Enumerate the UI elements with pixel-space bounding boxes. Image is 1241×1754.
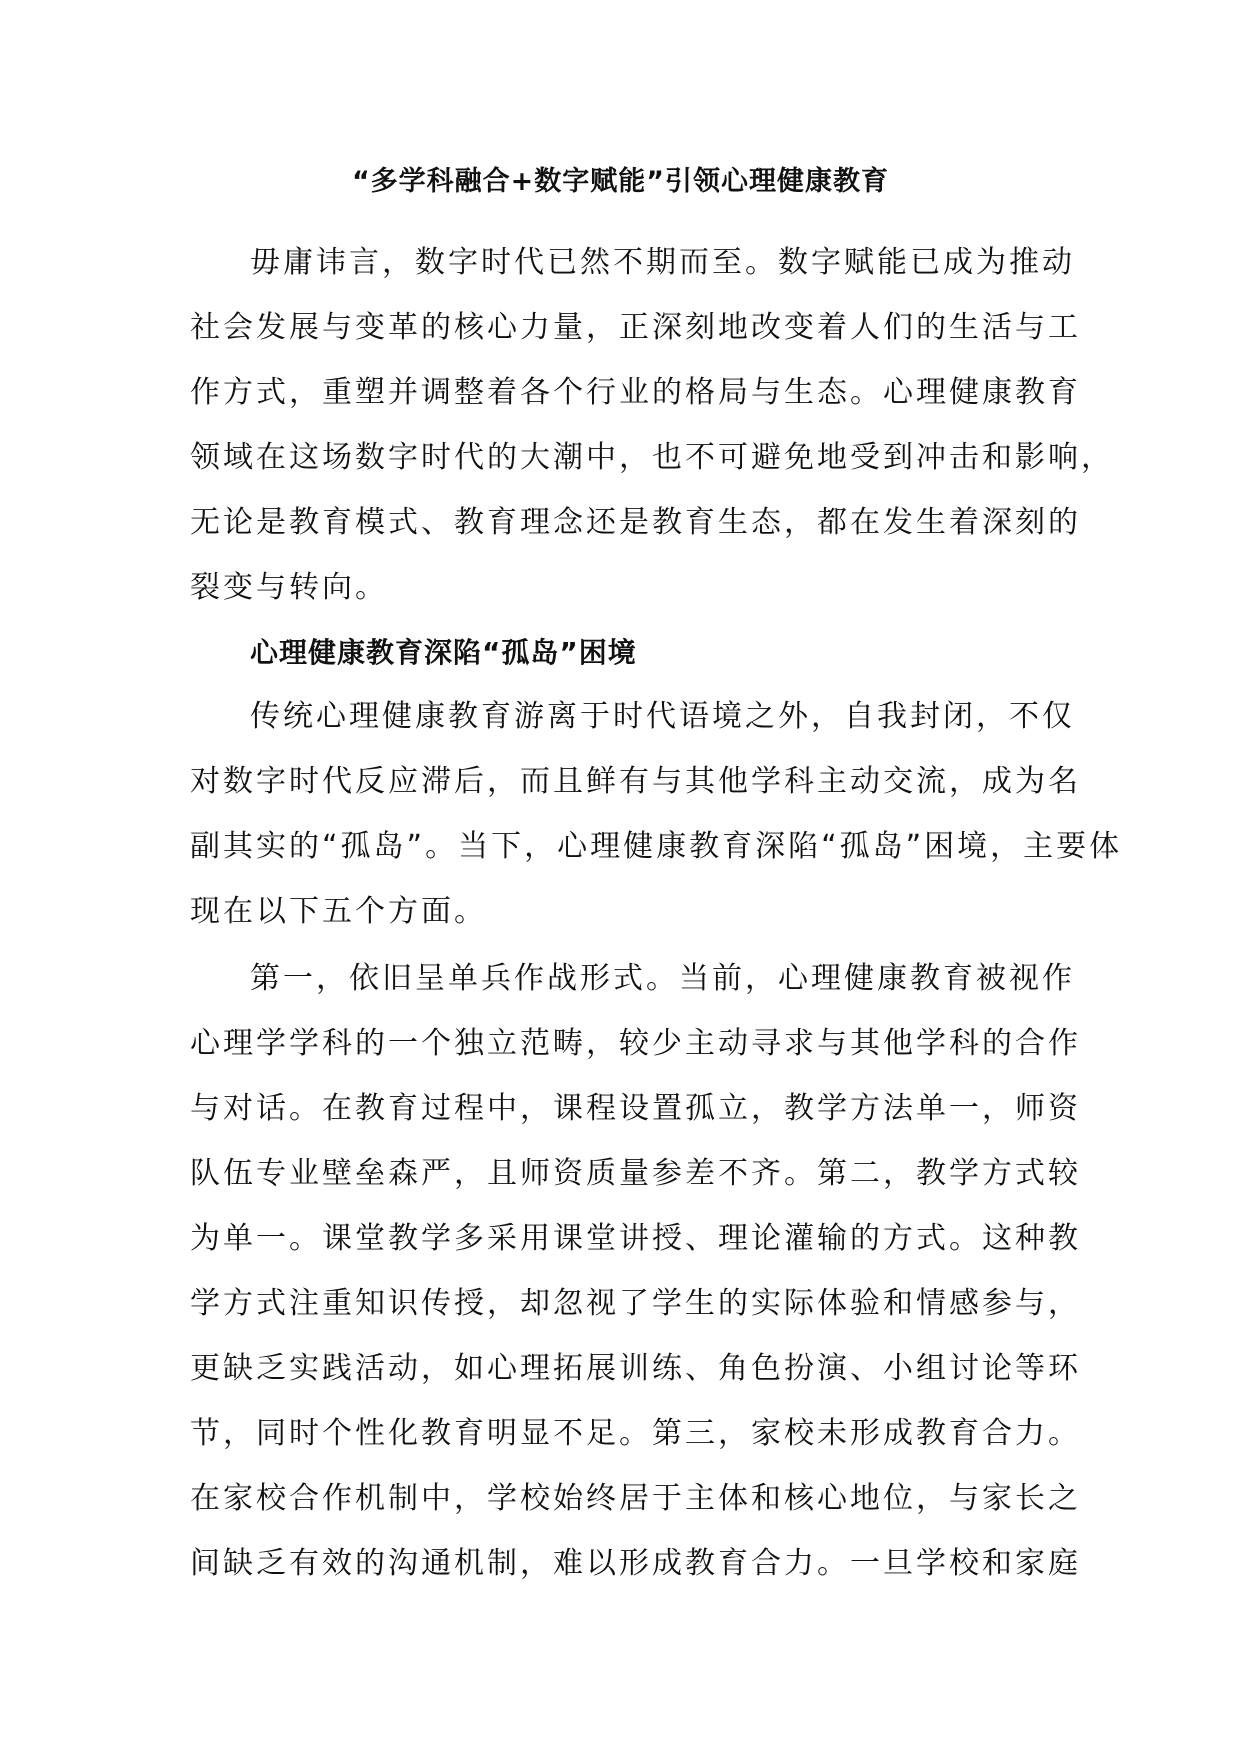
paragraph-line: 毋庸讳言，数字时代已然不期而至。数字赋能已成为推动 [250,245,1075,280]
paragraph-line: 在家校合作机制中，学校始终居于主体和核心地位，与家长之 [190,1481,1081,1516]
paragraph-line: 传统心理健康教育游离于时代语境之外，自我封闭，不仅 [250,699,1075,734]
paragraph-line: 作方式，重塑并调整着各个行业的格局与生态。心理健康教育 [190,375,1081,410]
section-heading: 心理健康教育深陷“孤岛”困境 [250,636,637,669]
paragraph-line: 对数字时代反应滞后，而且鲜有与其他学科主动交流，成为名 [190,764,1081,799]
paragraph-line: 与对话。在教育过程中，课程设置孤立，教学方法单一，师资 [190,1091,1081,1126]
paragraph-isolation [190,684,1123,944]
paragraph-line: 为单一。课堂教学多采用课堂讲授、理论灌输的方式。这种教 [190,1221,1081,1256]
paragraph-five-aspects [190,946,1081,1596]
paragraph-line: 第一，依旧呈单兵作战形式。当前，心理健康教育被视作 [250,961,1075,996]
paragraph-line: 社会发展与变革的核心力量，正深刻地改变着人们的生活与工 [190,310,1081,345]
paragraph-line: 现在以下五个方面。 [190,894,487,929]
paragraph-intro [190,230,1114,620]
paragraph-line: 学方式注重知识传授，却忽视了学生的实际体验和情感参与， [190,1286,1081,1321]
document-title: “多学科融合+数字赋能”引领心理健康教育 [351,166,890,197]
paragraph-line: 更缺乏实践活动，如心理拓展训练、角色扮演、小组讨论等环 [190,1351,1081,1386]
paragraph-line: 领域在这场数字时代的大潮中，也不可避免地受到冲击和影响， [190,440,1114,475]
paragraph-line: 副其实的“孤岛”。当下，心理健康教育深陷“孤岛”困境，主要体 [190,829,1123,864]
paragraph-line: 裂变与转向。 [190,570,388,605]
paragraph-line: 节，同时个性化教育明显不足。第三，家校未形成教育合力。 [190,1416,1081,1451]
paragraph-line: 间缺乏有效的沟通机制，难以形成教育合力。一旦学校和家庭 [190,1546,1081,1581]
paragraph-line: 无论是教育模式、教育理念还是教育生态，都在发生着深刻的 [190,505,1081,540]
paragraph-line: 心理学学科的一个独立范畴，较少主动寻求与其他学科的合作 [190,1026,1081,1061]
paragraph-line: 队伍专业壁垒森严，且师资质量参差不齐。第二，教学方式较 [190,1156,1081,1191]
